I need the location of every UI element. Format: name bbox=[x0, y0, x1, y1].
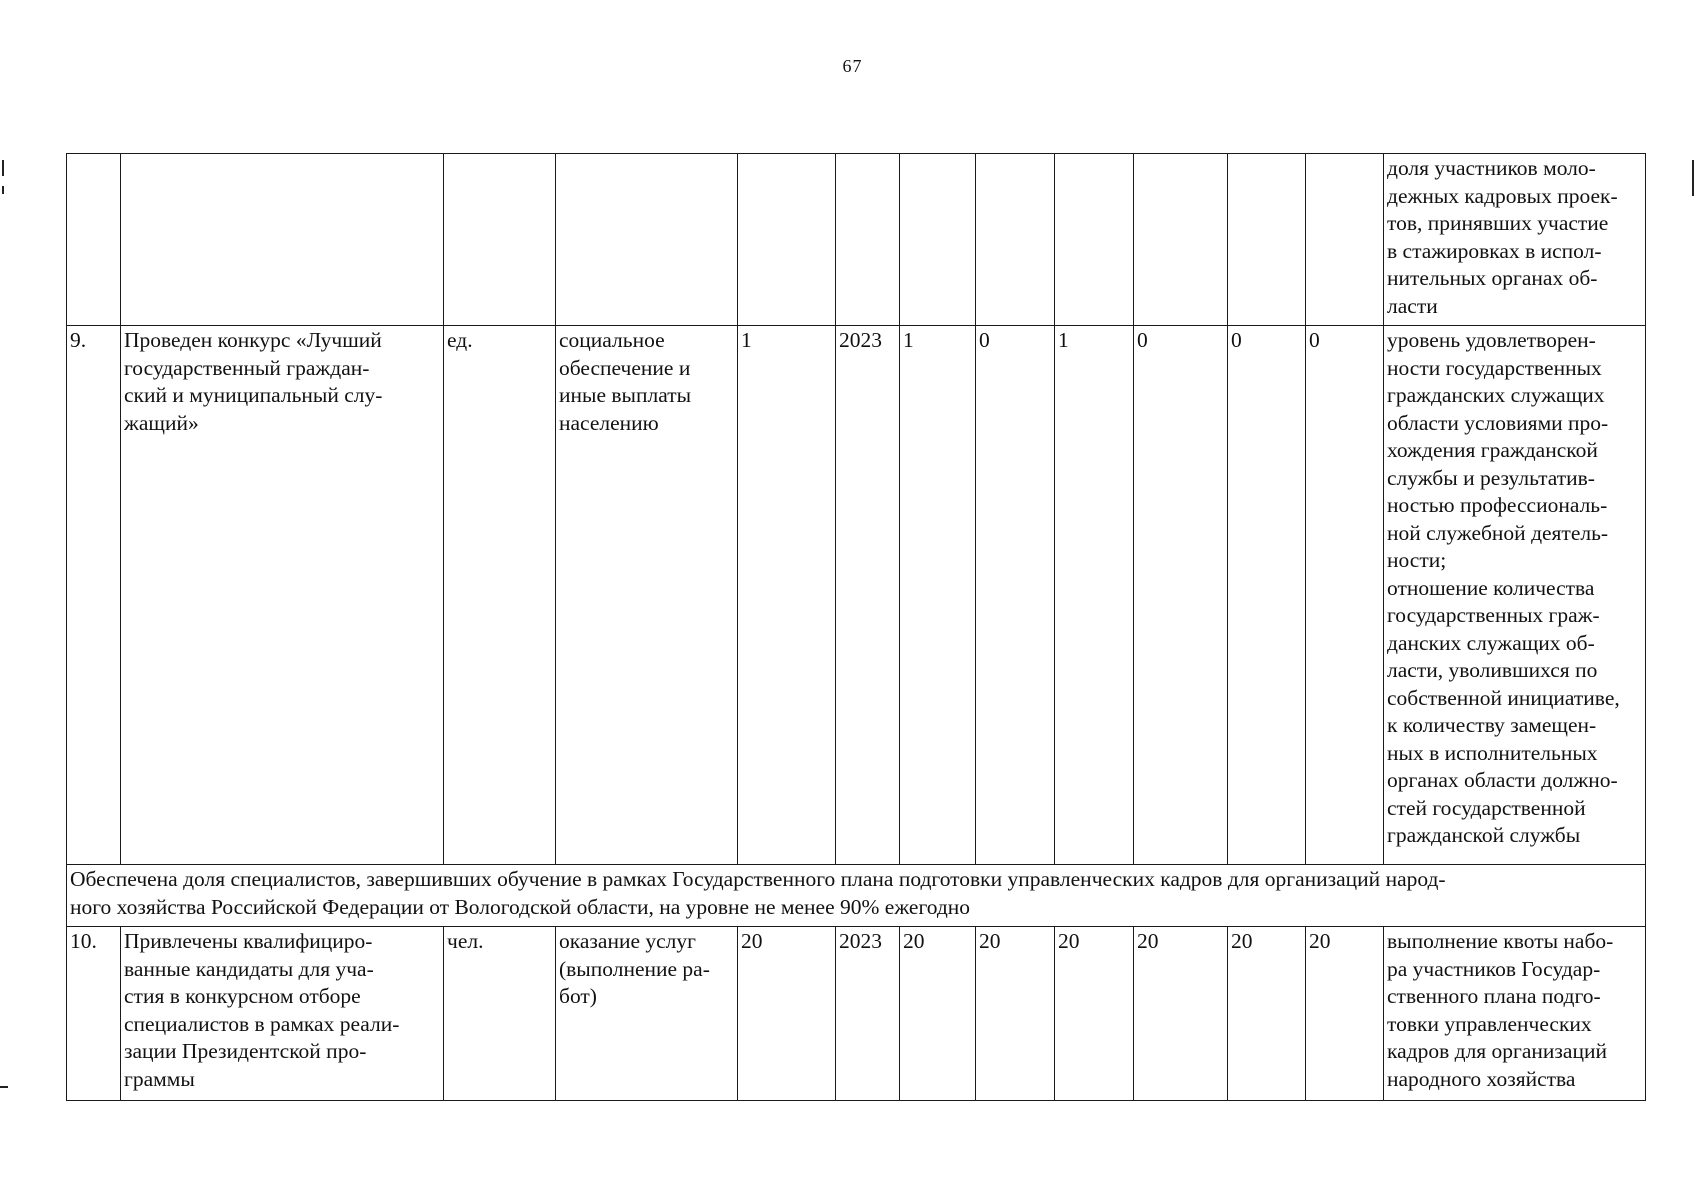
table-row bbox=[67, 326, 1646, 865]
page-number: 67 bbox=[842, 56, 863, 76]
cell-year: 2023 bbox=[836, 326, 900, 865]
cell-name: Привлечены квалифициро- ванные кандидаты для уча- стия в конкурсном отборе специалистов в рамках реали- зации Президентской про- граммы bbox=[121, 927, 444, 1101]
cell-no bbox=[67, 154, 121, 326]
cell-indicator: уровень удовлетворен- ности государственных гражданских служащих области условиями про- хождения гражданской службы и результатив- ностью профессиональ- ной служебной деятель- ности; отношение количества государственных граж- данских служащих об- ласти, уволившихся по собственной инициативе, к количеству замещен- ных в исполнительных органах области должно- стей государственной гражданской службы bbox=[1384, 326, 1646, 865]
cell-unit: чел. bbox=[444, 927, 556, 1101]
scan-edge-mark bbox=[0, 1086, 8, 1088]
cell-value bbox=[738, 154, 836, 326]
cell-value: 20 bbox=[738, 927, 836, 1101]
cell-name bbox=[121, 154, 444, 326]
cell-year: 2023 bbox=[836, 927, 900, 1101]
section-heading: Обеспечена доля специалистов, завершивших обучение в рамках Государственного плана подготовки управленческих кадров для организаций народ- ного хозяйства Российской Федерации от Вологодской области, на уровне не менее 90% ежегодно bbox=[67, 865, 1646, 927]
cell-name: Проведен конкурс «Лучший государственный граждан- ский и муниципальный слу- жащий» bbox=[121, 326, 444, 865]
cell-unit bbox=[444, 154, 556, 326]
cell-no: 9. bbox=[67, 326, 121, 865]
cell-year-3: 1 bbox=[1055, 326, 1134, 865]
cell-type: оказание услуг (выполнение ра- бот) bbox=[556, 927, 738, 1101]
table-row bbox=[67, 927, 1646, 1101]
table-row bbox=[67, 154, 1646, 326]
cell-year-3 bbox=[1055, 154, 1134, 326]
cell-year-2: 0 bbox=[976, 326, 1055, 865]
cell-value: 1 bbox=[738, 326, 836, 865]
cell-year-2: 20 bbox=[976, 927, 1055, 1101]
cell-indicator: выполнение квоты набо- ра участников Государ- ственного плана подго- товки управленческих кадров для организаций народного хозяйства bbox=[1384, 927, 1646, 1101]
cell-year-1 bbox=[900, 154, 976, 326]
cell-year-4: 0 bbox=[1134, 326, 1228, 865]
cell-year-1: 20 bbox=[900, 927, 976, 1101]
cell-year-1: 1 bbox=[900, 326, 976, 865]
cell-year-5 bbox=[1228, 154, 1306, 326]
cell-type bbox=[556, 154, 738, 326]
cell-unit: ед. bbox=[444, 326, 556, 865]
cell-year bbox=[836, 154, 900, 326]
cell-year-6: 20 bbox=[1306, 927, 1384, 1101]
cell-year-5: 20 bbox=[1228, 927, 1306, 1101]
section-row bbox=[67, 865, 1646, 927]
cell-year-6: 0 bbox=[1306, 326, 1384, 865]
cell-year-4: 20 bbox=[1134, 927, 1228, 1101]
cell-year-4 bbox=[1134, 154, 1228, 326]
cell-year-3: 20 bbox=[1055, 927, 1134, 1101]
cell-year-6 bbox=[1306, 154, 1384, 326]
scan-edge-mark bbox=[2, 186, 4, 194]
cell-indicator: доля участников моло- дежных кадровых проек- тов, принявших участие в стажировках в испол- нительных органах об- ласти bbox=[1384, 154, 1646, 326]
measures-table bbox=[66, 153, 1646, 1101]
scan-edge-mark bbox=[2, 160, 4, 176]
cell-type: социальное обеспечение и иные выплаты населению bbox=[556, 326, 738, 865]
cell-year-5: 0 bbox=[1228, 326, 1306, 865]
cell-year-2 bbox=[976, 154, 1055, 326]
cell-no: 10. bbox=[67, 927, 121, 1101]
scan-edge-mark bbox=[1692, 160, 1694, 196]
